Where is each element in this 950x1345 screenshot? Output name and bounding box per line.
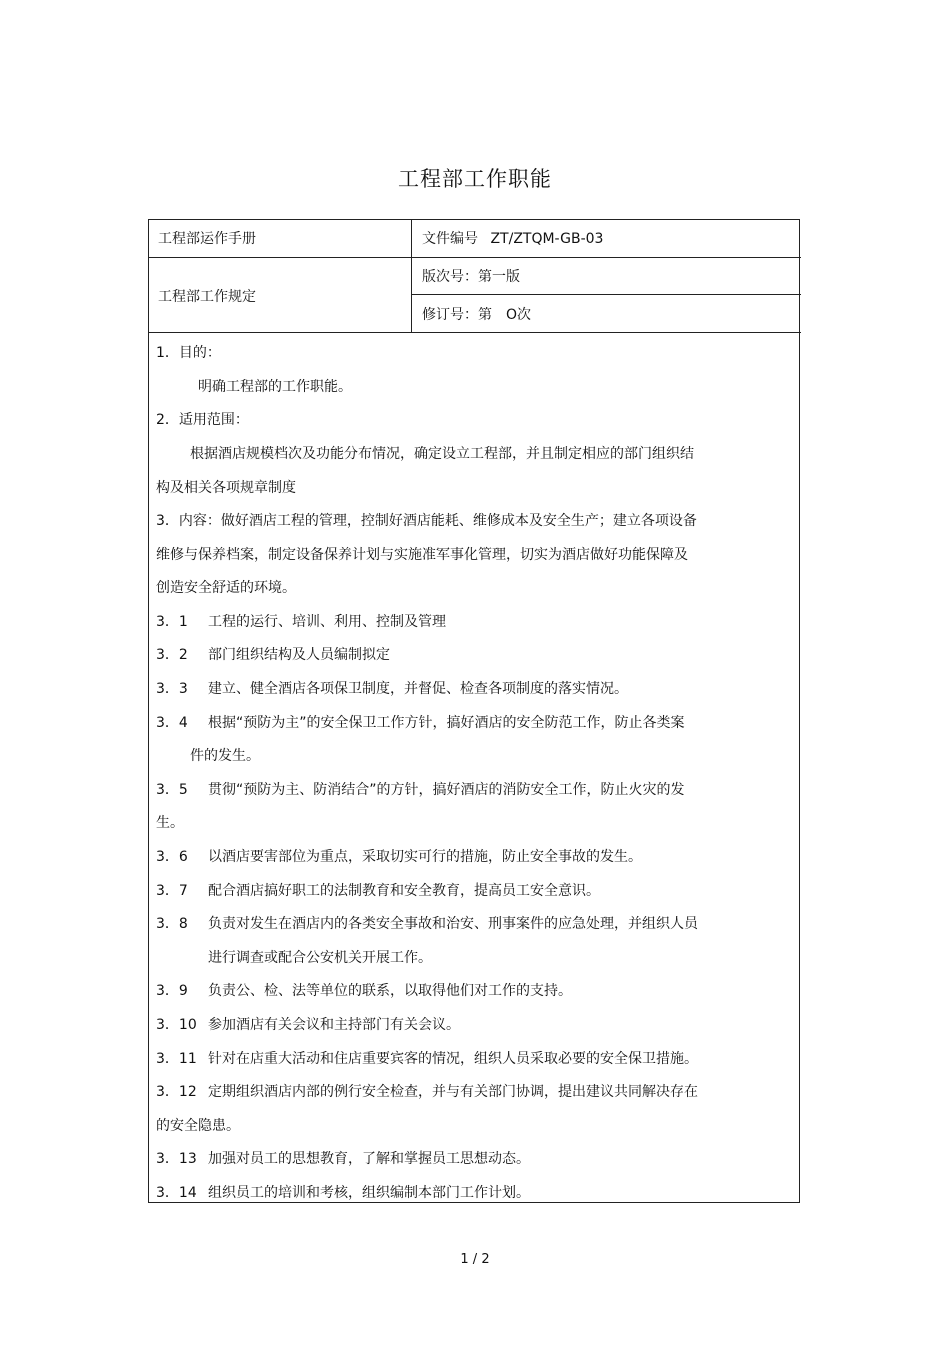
list-item [156,914,698,934]
doc-number [422,229,603,249]
item-number: 3．14 [156,1185,197,1201]
item-text: 加强对员工的思想教育，了解和掌握员工思想动态。 [208,1151,530,1167]
item-text: 定期组织酒店内部的例行安全检查，并与有关部门协调，提出建议共同解决存在 [208,1084,698,1100]
list-item [156,981,572,1001]
item-number: 3．9 [156,983,188,999]
header-row-divider-2 [411,294,801,295]
item-text: 负责公、检、法等单位的联系，以取得他们对工作的支持。 [208,983,572,999]
page-title: 工程部工作职能 [398,167,552,191]
item-number: 3．13 [156,1151,197,1167]
item-number: 3．4 [156,715,188,731]
list-item [156,1149,530,1169]
item-number: 3．6 [156,849,188,865]
item-text: 贯彻“预防为主、防消结合”的方针，搞好酒店的消防安全工作，防止火灾的发 [208,782,685,798]
version-number: 版次号：第一版 [422,269,520,285]
page-number: 1 / 2 [460,1252,490,1267]
header-body-divider [149,332,801,333]
revision-number: 修订号：第 O次 [422,307,532,323]
item-text: 以酒店要害部位为重点，采取切实可行的措施，防止安全事故的发生。 [208,849,642,865]
list-item [156,1049,698,1069]
item-text: 组织员工的培训和考核，组织编制本部门工作计划。 [208,1185,530,1201]
list-item [156,1183,530,1203]
list-item [156,1015,460,1035]
item-text: 针对在店重大活动和住店重要宾客的情况，组织人员采取必要的安全保卫措施。 [208,1051,698,1067]
item-number: 3．3 [156,681,188,697]
header-row-divider-0 [149,257,411,258]
header-column-divider [411,220,412,332]
item-number: 3．8 [156,916,188,932]
doc-number-value: ZT/ZTQM-GB-03 [490,231,604,247]
section-3-text-line-2: 维修与保养档案，制定设备保养计划与实施准军事化管理，切实为酒店做好功能保障及 [156,547,688,563]
section-1-title: 1．目的： [156,345,221,361]
list-item-continuation: 进行调查或配合公安机关开展工作。 [208,950,432,966]
item-number: 3．7 [156,883,188,899]
section-2-title: 2．适用范围： [156,412,249,428]
item-text: 根据“预防为主”的安全保卫工作方针，搞好酒店的安全防范工作，防止各类案 [208,715,685,731]
section-1-text: 明确工程部的工作职能。 [198,379,352,395]
list-item [156,847,642,867]
item-text: 负责对发生在酒店内的各类安全事故和治安、刑事案件的应急处理，并组织人员 [208,916,698,932]
manual-name: 工程部运作手册 [158,231,256,247]
item-number: 3．10 [156,1017,197,1033]
list-item [156,612,446,632]
list-item [156,713,685,733]
item-number: 3．11 [156,1051,197,1067]
list-item-continuation: 生。 [156,815,184,831]
list-item [156,645,390,665]
list-item [156,1082,698,1102]
item-number: 3．1 [156,614,188,630]
section-3-text-line-3: 创造安全舒适的环境。 [156,580,296,596]
section-2-text-line-1: 根据酒店规模档次及功能分布情况，确定设立工程部，并且制定相应的部门组织结 [190,446,694,462]
item-text: 建立、健全酒店各项保卫制度，并督促、检查各项制度的落实情况。 [208,681,628,697]
item-text: 配合酒店搞好职工的法制教育和安全教育，提高员工安全意识。 [208,883,600,899]
list-item-continuation: 的安全隐患。 [156,1118,240,1134]
document-table [148,219,800,1203]
section-2-text-line-2: 构及相关各项规章制度 [156,480,296,496]
list-item-continuation: 件的发生。 [190,748,260,764]
item-number: 3．12 [156,1084,197,1100]
item-text: 参加酒店有关会议和主持部门有关会议。 [208,1017,460,1033]
header-row-divider-1 [411,257,801,258]
item-number: 3．5 [156,782,188,798]
section-3-text-line-1: 3．内容：做好酒店工程的管理，控制好酒店能耗、维修成本及安全生产；建立各项设备 [156,513,697,529]
item-number: 3．2 [156,647,188,663]
regulation-name: 工程部工作规定 [158,289,256,305]
item-text: 部门组织结构及人员编制拟定 [208,647,390,663]
doc-number-label: 文件编号 [422,231,478,247]
list-item [156,679,628,699]
list-item [156,881,600,901]
item-text: 工程的运行、培训、利用、控制及管理 [208,614,446,630]
list-item [156,780,685,800]
